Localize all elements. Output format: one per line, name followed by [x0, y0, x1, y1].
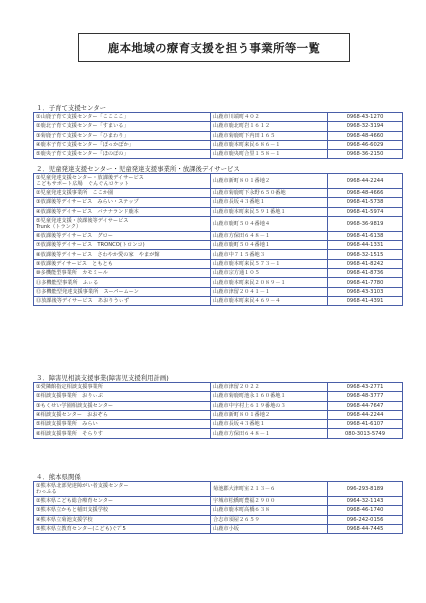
- phone-cell: 0968-41-6138: [328, 231, 403, 240]
- facility-name-cell: ⑤児童発達支援・放課後等デイサービス Trunk（トランク）: [34, 216, 211, 231]
- phone-cell: 0968-44-2244: [328, 174, 403, 189]
- table-row: [34, 259, 403, 268]
- facility-name-cell: ④相談支援センター おおぞら: [34, 410, 211, 419]
- facility-name-cell: ⑥放課後等デイサービス グロー: [34, 231, 211, 240]
- facility-name-cell: ①児童発達支援センター・放課後デイサービス こどもサポート広場 ぐんぐんロケット: [34, 174, 211, 189]
- phone-cell: 0968-32-3194: [328, 122, 403, 131]
- address-cell: 山鹿市鹿町５０４番地４: [211, 216, 328, 231]
- table-row: [34, 140, 403, 149]
- facility-name-cell: ⑧放課後等デイサービス さわやか愛の家 やまが館: [34, 250, 211, 259]
- facility-name-cell: ①愛隣館指定相談支援事業所: [34, 383, 211, 392]
- facility-name-cell: ④鹿本子育て支援センター「ぽっかぽか」: [34, 140, 211, 149]
- table-row: [34, 383, 403, 392]
- table-row: [34, 150, 403, 159]
- phone-cell: 0968-48-4660: [328, 131, 403, 140]
- table-row: [34, 524, 403, 533]
- section-heading: ３．障害児相談支援事業(障害児支援利用計画): [36, 374, 169, 382]
- table-row: [34, 207, 403, 216]
- address-cell: 山鹿市鹿央町合里１５８－１: [211, 150, 328, 159]
- facility-name-cell: ⑥相談支援事業所 そらりす: [34, 429, 211, 438]
- address-cell: 山鹿市小坂: [211, 524, 328, 533]
- table-row: [34, 287, 403, 296]
- page-title: 鹿本地域の療育支援を担う事業所等一覧: [107, 40, 321, 55]
- phone-cell: 0968-46-6029: [328, 140, 403, 149]
- phone-cell: 0968-41-5738: [328, 198, 403, 207]
- phone-cell: 0968-36-9819: [328, 216, 403, 231]
- facility-name-cell: ⑬放課後等デイサービス あおりうぃず: [34, 296, 211, 305]
- facility-name-cell: ⑤鹿央子育て支援センター「ほのぼの」: [34, 150, 211, 159]
- address-cell: 山鹿市菊鹿町下内田１６５: [211, 131, 328, 140]
- address-cell: 山鹿市新町８０１番地２: [211, 410, 328, 419]
- address-cell: 山鹿市新町８０１番地２: [211, 174, 328, 189]
- phone-cell: 0968-36-2150: [328, 150, 403, 159]
- table-row: [34, 392, 403, 401]
- phone-cell: 0968-41-7780: [328, 278, 403, 287]
- table-row: [34, 515, 403, 524]
- facility-name-cell: ②鹿北子育て支援センター「すまいる」: [34, 122, 211, 131]
- phone-cell: 0964-32-1143: [328, 497, 403, 506]
- phone-cell: 080-3013-5749: [328, 429, 403, 438]
- facility-name-cell: ③菊鹿子育て支援センター「ひまわり」: [34, 131, 211, 140]
- facility-name-cell: ④熊本県立菊池支援学校: [34, 515, 211, 524]
- address-cell: 山鹿市長坂４３番地１: [211, 420, 328, 429]
- phone-cell: 0968-44-2244: [328, 410, 403, 419]
- section-heading: ４．熊本県関係: [36, 473, 81, 481]
- facility-name-cell: ⑫多機能型発達支援事業所 スーパームーン: [34, 287, 211, 296]
- facility-table: [33, 382, 403, 439]
- address-cell: 山鹿市鹿町５０４番地１: [211, 241, 328, 250]
- table-row: [34, 198, 403, 207]
- facility-name-cell: ①山鹿子育て支援センター「ここここ」: [34, 113, 211, 122]
- section-heading: ２．児童発達支援センター・児童発達支援事業所・放課後デイサービス: [36, 165, 240, 173]
- facility-name-cell: ①熊本県北部発達障がい者支援センター わっふる: [34, 482, 211, 497]
- table-row: [34, 410, 403, 419]
- address-cell: 合志市須屋２６５９: [211, 515, 328, 524]
- address-cell: 山鹿市鹿北町岩１６１２: [211, 122, 328, 131]
- facility-table: [33, 173, 403, 306]
- facility-name-cell: ⑪多機能型事業所 ふぃる: [34, 278, 211, 287]
- phone-cell: 0968-43-1270: [328, 113, 403, 122]
- phone-cell: 0968-43-3103: [328, 287, 403, 296]
- table-row: [34, 482, 403, 497]
- facility-name-cell: ⑤相談支援事業所 みらい: [34, 420, 211, 429]
- phone-cell: 0968-41-8736: [328, 269, 403, 278]
- phone-cell: 0968-48-4666: [328, 189, 403, 198]
- address-cell: 山鹿市中字村上６１９番地の３: [211, 401, 328, 410]
- phone-cell: 0968-41-4391: [328, 296, 403, 305]
- table-row: [34, 278, 403, 287]
- table-row: [34, 269, 403, 278]
- phone-cell: 0968-41-6107: [328, 420, 403, 429]
- table-row: [34, 241, 403, 250]
- address-cell: 山鹿市方保田６４８－１: [211, 231, 328, 240]
- table-row: [34, 122, 403, 131]
- table-row: [34, 506, 403, 515]
- facility-table: [33, 481, 403, 534]
- table-row: [34, 420, 403, 429]
- facility-name-cell: ⑤熊本県立教育センター(こども)ぐ7ﾞ5: [34, 524, 211, 533]
- address-cell: 山鹿市鹿本町来民５９１番地１: [211, 207, 328, 216]
- phone-cell: 0968-44-7445: [328, 524, 403, 533]
- table-row: [34, 131, 403, 140]
- facility-name-cell: ④放課後等デイサービス バナナランド鹿本: [34, 207, 211, 216]
- phone-cell: 0968-32-1515: [328, 250, 403, 259]
- table-row: [34, 174, 403, 189]
- facility-name-cell: ②児童発達支援事業所 ここか園: [34, 189, 211, 198]
- table-row: [34, 296, 403, 305]
- address-cell: 宇城市松橋町豊福２９００: [211, 497, 328, 506]
- facility-name-cell: ③熊本県立かもと稲田支援学校: [34, 506, 211, 515]
- phone-cell: 0968-44-7647: [328, 401, 403, 410]
- address-cell: 山鹿市方保田６４８－１: [211, 429, 328, 438]
- table-row: [34, 216, 403, 231]
- address-cell: 山鹿市鹿本町来民５７３－１: [211, 259, 328, 268]
- address-cell: 山鹿市菊鹿町池永１６０番地１: [211, 392, 328, 401]
- phone-cell: 096-293-8189: [328, 482, 403, 497]
- address-cell: 山鹿市菊鹿町下永野６５０番地: [211, 189, 328, 198]
- address-cell: 山鹿市鹿本町来民６８６－１: [211, 140, 328, 149]
- facility-table: [33, 112, 403, 159]
- section-heading: １．子育て支援センター: [36, 104, 107, 112]
- table-row: [34, 429, 403, 438]
- address-cell: 山鹿市宗方通１０５: [211, 269, 328, 278]
- phone-cell: 0968-48-3777: [328, 392, 403, 401]
- address-cell: 山鹿市鹿本町来民２０８９－１: [211, 278, 328, 287]
- address-cell: 山鹿市鹿本町高橋６３８: [211, 506, 328, 515]
- address-cell: 山鹿市長坂４３番地１: [211, 198, 328, 207]
- address-cell: 山鹿市津留２０２２: [211, 383, 328, 392]
- address-cell: 山鹿市川端町４０２: [211, 113, 328, 122]
- address-cell: 山鹿市鹿本町来民４６９－４: [211, 296, 328, 305]
- address-cell: 山鹿市津留２０４１－１: [211, 287, 328, 296]
- phone-cell: 0968-41-5974: [328, 207, 403, 216]
- facility-name-cell: ②相談支援事業所 おりぃぶ: [34, 392, 211, 401]
- facility-name-cell: ③放課後等デイサービス みらい・ステップ: [34, 198, 211, 207]
- facility-name-cell: ⑦放課後等デイサービス TRONCO(トロンコ): [34, 241, 211, 250]
- table-row: [34, 250, 403, 259]
- table-row: [34, 189, 403, 198]
- phone-cell: 096-242-0156: [328, 515, 403, 524]
- facility-name-cell: ⑨放課後デイサービス ともとも: [34, 259, 211, 268]
- phone-cell: 0968-44-1331: [328, 241, 403, 250]
- facility-name-cell: ⑩多機能型事業所 カモミール: [34, 269, 211, 278]
- address-cell: 菊池郡大津町室２１３－６: [211, 482, 328, 497]
- phone-cell: 0968-43-2771: [328, 383, 403, 392]
- table-row: [34, 497, 403, 506]
- phone-cell: 0968-46-1740: [328, 506, 403, 515]
- table-row: [34, 113, 403, 122]
- title-box: [78, 33, 350, 62]
- table-row: [34, 401, 403, 410]
- address-cell: 山鹿市中７１５番地３: [211, 250, 328, 259]
- table-row: [34, 231, 403, 240]
- phone-cell: 0968-41-8242: [328, 259, 403, 268]
- facility-name-cell: ②熊本県こども総合療育センター: [34, 497, 211, 506]
- facility-name-cell: ③もくせい学園相談支援センター: [34, 401, 211, 410]
